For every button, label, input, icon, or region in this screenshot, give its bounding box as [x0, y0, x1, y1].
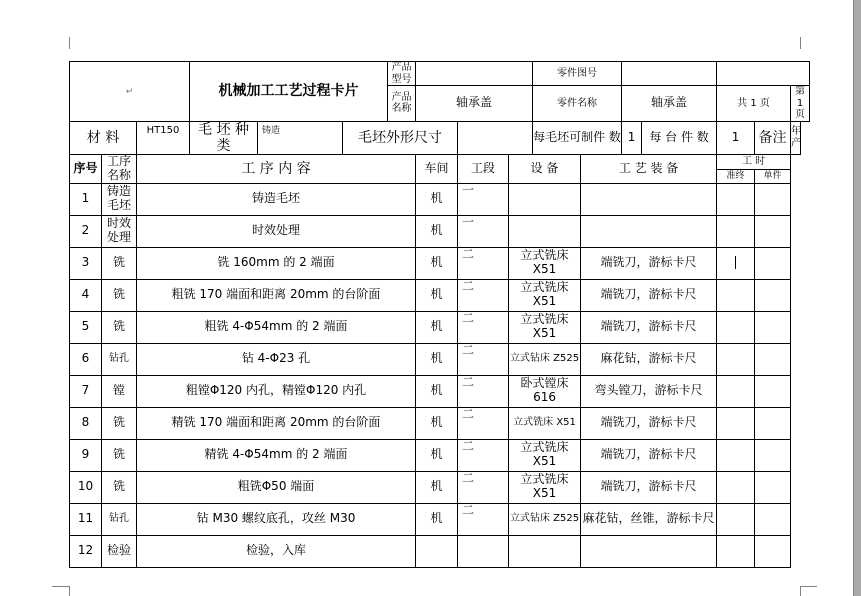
- col-workshop-header: 车间: [416, 154, 458, 183]
- row-proc-name: 检验: [102, 535, 137, 567]
- row-prep[interactable]: [717, 375, 755, 407]
- row-proc-name: 钻孔: [102, 343, 137, 375]
- header-blank-right: [717, 62, 810, 86]
- row-workshop: 机: [416, 375, 458, 407]
- row-workshop: 机: [416, 503, 458, 535]
- row-content: 钻 M30 螺纹底孔，攻丝 M30: [137, 503, 416, 535]
- per-blank-value[interactable]: 1: [622, 121, 642, 154]
- row-unit[interactable]: [755, 279, 791, 311]
- table-row: [70, 471, 810, 503]
- row-content: 精铣 4-Φ54mm 的 2 端面: [137, 439, 416, 471]
- row-proc-name: 铣: [102, 311, 137, 343]
- row-proc-name: 铣: [102, 279, 137, 311]
- row-unit[interactable]: [755, 375, 791, 407]
- blank-type-label: 毛 坯 种 类: [190, 121, 258, 154]
- row-section: 二: [458, 375, 509, 407]
- row-prep[interactable]: [717, 311, 755, 343]
- table-row: [70, 343, 810, 375]
- row-tooling: [581, 535, 717, 567]
- row-unit[interactable]: [755, 343, 791, 375]
- row-workshop: 机: [416, 343, 458, 375]
- product-name-value[interactable]: 轴承盖: [416, 86, 533, 122]
- part-name-value[interactable]: 轴承盖: [622, 86, 717, 122]
- row-workshop: [416, 535, 458, 567]
- row-equipment: 立式钻床 Z525: [509, 343, 581, 375]
- row-equipment: [509, 535, 581, 567]
- table-row: [70, 375, 810, 407]
- row-content: 粗铣 4-Φ54mm 的 2 端面: [137, 311, 416, 343]
- part-drawing-value[interactable]: [622, 62, 717, 86]
- row-equipment: 立式铣床 X51: [509, 471, 581, 503]
- row-equipment: 立式铣床 X51: [509, 247, 581, 279]
- row-tooling: 端铣刀，游标卡尺: [581, 311, 717, 343]
- row-no: 10: [70, 471, 102, 503]
- col-unit-header: 单件: [755, 169, 791, 183]
- text-cursor: [735, 256, 736, 269]
- row-content: 时效处理: [137, 215, 416, 247]
- row-equipment: 卧式镗床 616: [509, 375, 581, 407]
- blank-size-label: 毛坯外形尺寸: [343, 121, 458, 154]
- row-equipment: 立式铣床 X51: [509, 279, 581, 311]
- page-number: 第 1 页: [791, 86, 810, 122]
- part-drawing-label: 零件图号: [533, 62, 622, 86]
- row-workshop: 机: [416, 407, 458, 439]
- row-prep[interactable]: [717, 439, 755, 471]
- row-workshop: 机: [416, 279, 458, 311]
- row-content: 粗铣Φ50 端面: [137, 471, 416, 503]
- row-unit[interactable]: [755, 247, 791, 279]
- crop-mark: [69, 37, 70, 49]
- table-row: [70, 247, 810, 279]
- row-proc-name: 铣: [102, 247, 137, 279]
- crop-mark: [800, 37, 801, 49]
- blank-size-value[interactable]: [458, 121, 533, 154]
- row-no: 3: [70, 247, 102, 279]
- row-tooling: 麻花钻，丝锥，游标卡尺: [581, 503, 717, 535]
- col-equipment-header: 设 备: [509, 154, 581, 183]
- row-no: 8: [70, 407, 102, 439]
- row-proc-name: 铣: [102, 471, 137, 503]
- row-equipment: 立式铣床 X51: [509, 407, 581, 439]
- row-equipment: [509, 215, 581, 247]
- row-no: 2: [70, 215, 102, 247]
- row-section: [458, 535, 509, 567]
- table-row: [70, 439, 810, 471]
- row-tooling: [581, 215, 717, 247]
- card-title: 机械加工工艺过程卡片: [190, 62, 388, 122]
- row-tooling: 端铣刀，游标卡尺: [581, 247, 717, 279]
- row-unit[interactable]: [755, 503, 791, 535]
- col-seq-header: 序号: [70, 154, 102, 183]
- row-proc-name: 铣: [102, 439, 137, 471]
- row-content: 粗镗Φ120 内孔，精镗Φ120 内孔: [137, 375, 416, 407]
- table-row: [70, 407, 810, 439]
- row-prep[interactable]: [717, 343, 755, 375]
- row-tooling: 端铣刀，游标卡尺: [581, 471, 717, 503]
- col-section-header: 工段: [458, 154, 509, 183]
- row-content: 粗铣 170 端面和距离 20mm 的台阶面: [137, 279, 416, 311]
- crop-mark: [69, 586, 70, 596]
- row-no: 12: [70, 535, 102, 567]
- row-equipment: 立式铣床 X51: [509, 311, 581, 343]
- col-tooling-header: 工 艺 装 备: [581, 154, 717, 183]
- row-content: 精铣 170 端面和距离 20mm 的台阶面: [137, 407, 416, 439]
- row-unit[interactable]: [755, 407, 791, 439]
- row-workshop: 机: [416, 439, 458, 471]
- row-prep[interactable]: [717, 279, 755, 311]
- crop-mark: [52, 586, 69, 587]
- row-prep[interactable]: [717, 247, 755, 279]
- remark-label: 备注: [755, 121, 791, 154]
- header-blank-cell: [70, 62, 190, 122]
- row-section: 二: [458, 343, 509, 375]
- per-blank-label: 每毛坯可制件 数: [533, 121, 622, 154]
- row-workshop: 机: [416, 471, 458, 503]
- row-no: 11: [70, 503, 102, 535]
- total-pages: 共 1 页: [717, 86, 791, 122]
- row-no: 9: [70, 439, 102, 471]
- crop-mark: [800, 586, 817, 587]
- window-scroll-edge[interactable]: [853, 0, 861, 596]
- row-content: 检验，入库: [137, 535, 416, 567]
- row-unit[interactable]: [755, 439, 791, 471]
- table-row: [70, 535, 810, 567]
- row-section: 二: [458, 503, 509, 535]
- row-unit[interactable]: [755, 535, 791, 567]
- row-tooling: 端铣刀，游标卡尺: [581, 407, 717, 439]
- row-section: 二: [458, 471, 509, 503]
- product-model-value[interactable]: [416, 62, 533, 86]
- table-row: [70, 183, 810, 215]
- row-proc-name: 时效处理: [102, 215, 137, 247]
- row-content: 铣 160mm 的 2 端面: [137, 247, 416, 279]
- table-row: [70, 215, 810, 247]
- col-time-header: 工 时: [717, 154, 791, 169]
- row-unit[interactable]: [755, 215, 791, 247]
- material-value[interactable]: HT150: [137, 121, 190, 154]
- product-model-label: 产品型号: [388, 62, 416, 86]
- row-no: 5: [70, 311, 102, 343]
- row-prep[interactable]: [717, 503, 755, 535]
- table-row: [70, 311, 810, 343]
- row-no: 7: [70, 375, 102, 407]
- row-unit[interactable]: [755, 183, 791, 215]
- per-unit-label: 每 台 件 数: [642, 121, 717, 154]
- row-section: 一: [458, 215, 509, 247]
- row-section: 二: [458, 311, 509, 343]
- crop-mark: [800, 586, 801, 596]
- material-label: 材 料: [70, 121, 137, 154]
- row-proc-name: 铣: [102, 407, 137, 439]
- paragraph-mark: ↵: [125, 87, 134, 98]
- row-workshop: 机: [416, 311, 458, 343]
- row-section: 一: [458, 183, 509, 215]
- row-unit[interactable]: [755, 311, 791, 343]
- row-tooling: [581, 183, 717, 215]
- row-prep[interactable]: [717, 215, 755, 247]
- row-proc-name: 钻孔: [102, 503, 137, 535]
- row-tooling: 端铣刀，游标卡尺: [581, 279, 717, 311]
- row-no: 4: [70, 279, 102, 311]
- col-content-header: 工 序 内 容: [137, 154, 416, 183]
- row-content: 铸造毛坯: [137, 183, 416, 215]
- row-section: 二: [458, 279, 509, 311]
- row-tooling: 弯头镗刀，游标卡尺: [581, 375, 717, 407]
- row-unit[interactable]: [755, 471, 791, 503]
- col-prep-header: 准终: [717, 169, 755, 183]
- row-prep[interactable]: [717, 183, 755, 215]
- row-prep[interactable]: [717, 471, 755, 503]
- row-tooling: 麻花钻，游标卡尺: [581, 343, 717, 375]
- row-prep[interactable]: [717, 407, 755, 439]
- row-equipment: 立式铣床 X51: [509, 439, 581, 471]
- annual-label: 年产: [791, 121, 800, 154]
- row-proc-name: 铸造毛坯: [102, 183, 137, 215]
- row-section: 二: [458, 439, 509, 471]
- row-section: 二: [458, 407, 509, 439]
- row-workshop: 机: [416, 247, 458, 279]
- row-tooling: 端铣刀，游标卡尺: [581, 439, 717, 471]
- row-workshop: 机: [416, 183, 458, 215]
- row-section: 二: [458, 247, 509, 279]
- part-name-label: 零件名称: [533, 86, 622, 122]
- blank-type-value[interactable]: 铸造: [258, 121, 343, 154]
- row-prep[interactable]: [717, 535, 755, 567]
- table-row: [70, 279, 810, 311]
- row-workshop: 机: [416, 215, 458, 247]
- row-content: 钻 4-Φ23 孔: [137, 343, 416, 375]
- row-equipment: 立式钻床 Z525: [509, 503, 581, 535]
- row-no: 1: [70, 183, 102, 215]
- table-row: [70, 503, 810, 535]
- col-proc-name-header: 工序名称: [102, 154, 137, 183]
- row-equipment: [509, 183, 581, 215]
- row-no: 6: [70, 343, 102, 375]
- row-proc-name: 镗: [102, 375, 137, 407]
- product-name-label: 产品名称: [388, 86, 416, 122]
- process-card-table: [69, 61, 810, 568]
- per-unit-value[interactable]: 1: [717, 121, 755, 154]
